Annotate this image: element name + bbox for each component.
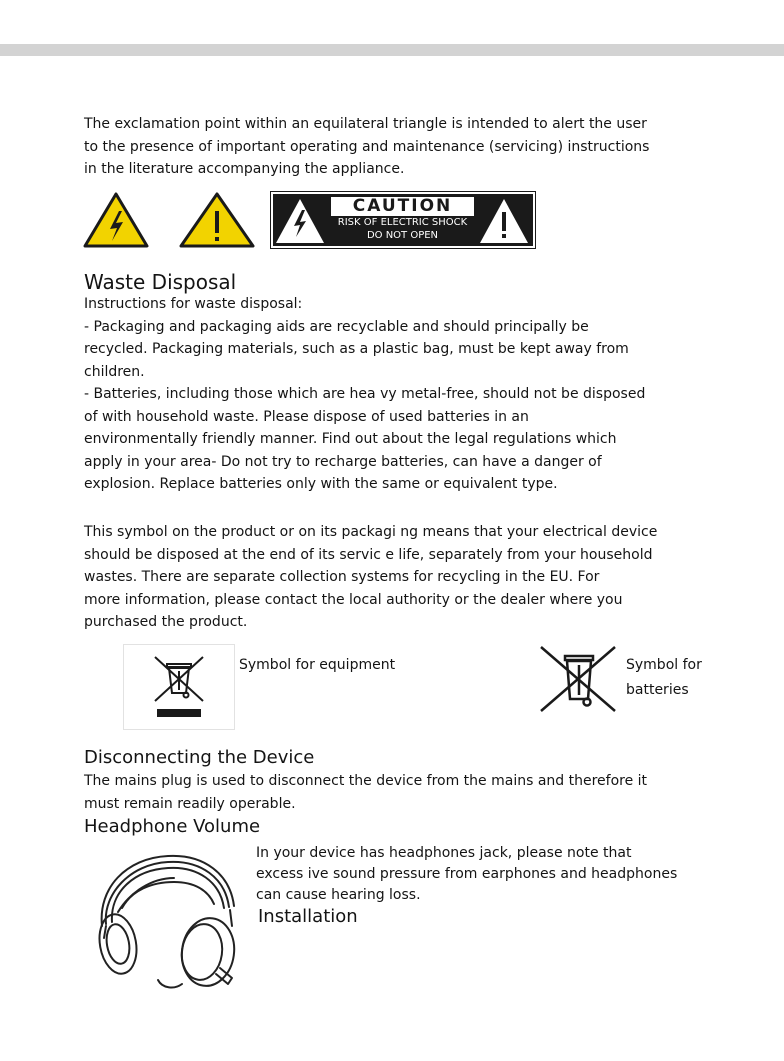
intro-line: The exclamation point within an equilateral triangle is intended to alert the user <box>84 116 647 132</box>
caution-line-2: DO NOT OPEN <box>366 230 439 241</box>
symbol-explanation-text <box>84 521 714 634</box>
intro-line: in the literature accompanying the appliance. <box>84 161 405 177</box>
batteries-symbol-label-1: Symbol for <box>626 657 702 673</box>
waste-line: apply in your area- Do not try to recharge batteries, can have a danger of <box>84 453 602 470</box>
headphone-text <box>256 843 722 906</box>
symbol-line: purchased the product. <box>84 614 248 630</box>
waste-line: children. <box>84 363 145 380</box>
crossed-bin-equipment-icon <box>150 653 208 723</box>
symbol-line: wastes. There are separate collection systems for recycling in the EU. For <box>84 569 600 585</box>
headphone-line: can cause hearing loss. <box>256 887 421 903</box>
intro-line: to the presence of important operating and maintenance (servicing) instructions <box>84 138 650 155</box>
batteries-symbol-label-2: batteries <box>626 682 689 698</box>
symbol-line: should be disposed at the end of its servic e life, separately from your household <box>84 546 653 563</box>
disconnect-line: The mains plug is used to disconnect the device from the mains and therefore it <box>84 773 648 789</box>
caution-line-1: RISK OF ELECTRIC SHOCK <box>337 217 468 228</box>
headphones-icon <box>82 848 242 998</box>
waste-line: environmentally friendly manner. Find out about the legal regulations which <box>84 431 617 447</box>
installation-heading: Installation <box>258 906 358 927</box>
headphone-heading: Headphone Volume <box>84 816 261 837</box>
disconnect-line: must remain readily operable. <box>84 795 296 812</box>
intro-paragraph <box>84 113 714 181</box>
caution-title: CAUTION <box>352 196 453 216</box>
waste-line: recycled. Packaging materials, such as a plastic bag, must be kept away from <box>84 341 629 357</box>
headphone-line: excess ive sound pressure from earphones and headphones <box>256 866 678 882</box>
electric-shock-warning-icon <box>82 191 150 249</box>
waste-line: explosion. Replace batteries only with the same or equivalent type. <box>84 476 558 492</box>
symbol-line: more information, please contact the local authority or the dealer where you <box>84 591 623 608</box>
disconnect-heading: Disconnecting the Device <box>84 747 315 768</box>
waste-line: of with household waste. Please dispose of used batteries in an <box>84 408 529 425</box>
symbol-line: This symbol on the product or on its packagi ng means that your electrical device <box>84 524 658 540</box>
caution-label <box>270 191 536 249</box>
waste-disposal-heading: Waste Disposal <box>84 270 237 294</box>
equipment-symbol-box <box>123 644 235 730</box>
exclamation-warning-icon <box>178 191 256 249</box>
equipment-symbol-label: Symbol for equipment <box>239 657 396 673</box>
waste-line: - Packaging and packaging aids are recyclable and should principally be <box>84 318 589 335</box>
waste-line: Instructions for waste disposal: <box>84 296 303 312</box>
crossed-bin-batteries-icon <box>537 645 619 715</box>
top-rule <box>0 44 784 56</box>
waste-line: - Batteries, including those which are hea vy metal-free, should not be disposed <box>84 386 646 402</box>
disconnect-text <box>84 770 714 815</box>
headphone-line: In your device has headphones jack, please note that <box>256 845 632 861</box>
waste-disposal-text <box>84 293 714 496</box>
